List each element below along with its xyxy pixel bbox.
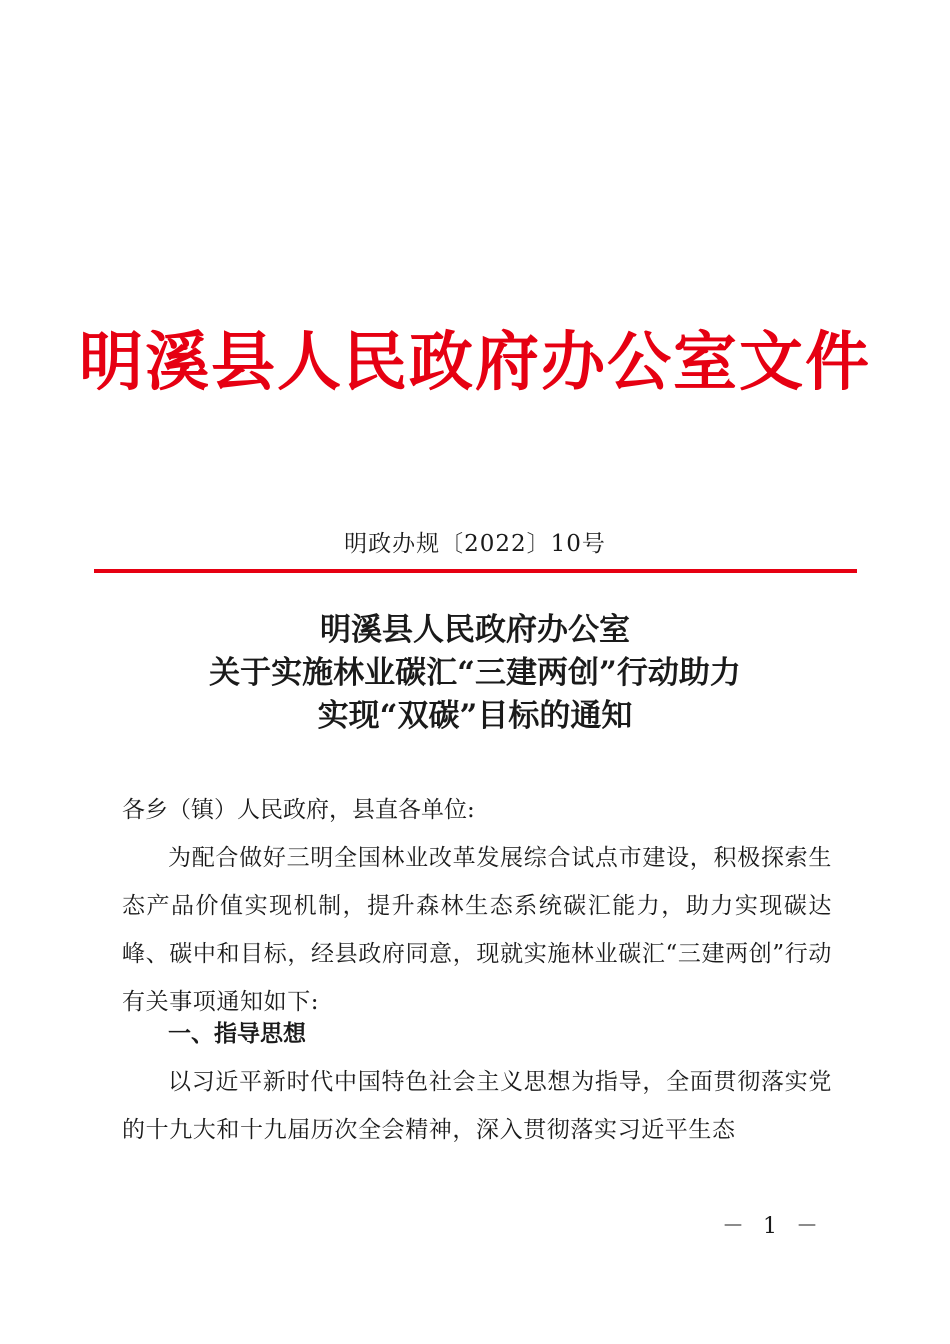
document-number: 明政办规〔2022〕10号	[344, 531, 606, 557]
notice-title-line-3: 实现“双碳”目标的通知	[317, 698, 633, 734]
addressee: 各乡（镇）人民政府，县直各单位:	[122, 797, 475, 823]
red-divider-line	[94, 569, 857, 573]
page-number: － 1 －	[722, 1214, 824, 1239]
intro-paragraph: 为配合做好三明全国林业改革发展综合试点市建设，积极探索生态产品价值实现机制，提升森林生态系统碳汇能力，助力实现碳达峰、碳中和目标，经县政府同意，现就实施林业碳汇“三建两创”行动有关事项通知如下:	[122, 845, 832, 1015]
document-header-title: 明溪县人民政府办公室文件	[79, 325, 871, 400]
notice-title-line-2: 关于实施林业碳汇“三建两创”行动助力	[209, 655, 741, 691]
notice-title-line-1: 明溪县人民政府办公室	[320, 612, 630, 648]
guiding-ideology-paragraph: 以习近平新时代中国特色社会主义思想为指导，全面贯彻落实党的十九大和十九届历次全会精神，深入贯彻落实习近平生态	[122, 1069, 832, 1143]
section-heading-guiding-ideology: 一、指导思想	[168, 1021, 306, 1047]
notice-title	[0, 609, 950, 738]
